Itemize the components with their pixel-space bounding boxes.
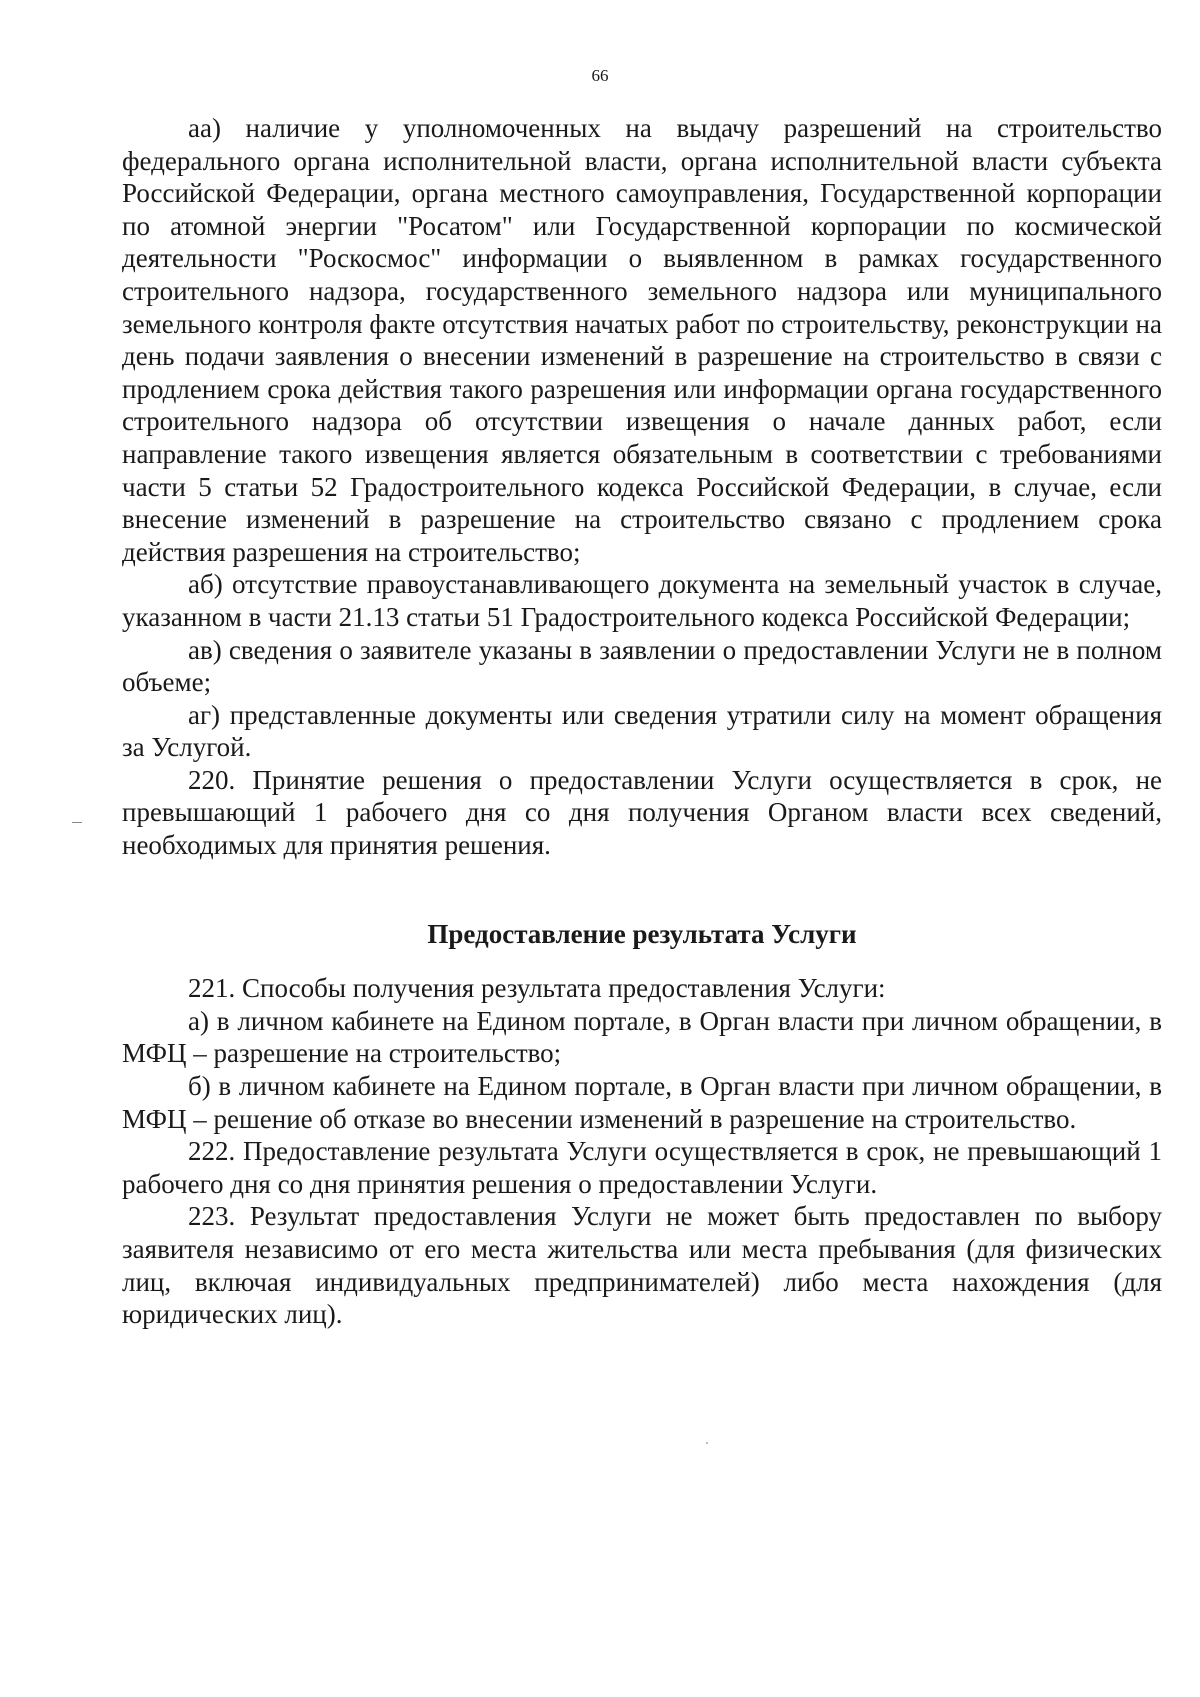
paragraph-aa: аа) наличие у уполномоченных на выдачу разрешений на строительство федерального органа исполнительной власти, органа исполнительной власти субъекта Российской Федерации, органа местного самоуправления, Государственной корпорации по атомной энергии "Росатом" или Государственной корпорации по космической деятельности "Роскосмос" информации о выявленном в рамках государственного строительного надзора, государственного земельного надзора или муниципального земельного контроля факте отсутствия начатых работ по строительству, реконструкции на день подачи заявления о внесении изменений в разрешение на строительство в связи с продлением срока действия такого разрешения или информации органа государственного строительного надзора об отсутствии извещения о начале данных работ, если направление такого извещения является обязательным в соответствии с требованиями части 5 статьи 52 Градостроительного кодекса Российской Федерации, в случае, если внесение изменений в разрешение на строительство связано с продлением срока действия разрешения на строительство;: [122, 113, 1162, 567]
section-heading: Предоставление результата Услуги: [427, 918, 857, 949]
paragraph-221-a: а) в личном кабинете на Едином портале, в Орган власти при личном обращении, в МФЦ – разрешение на строительство;: [122, 1005, 1162, 1069]
paragraph-221: 221. Способы получения результата предоставления Услуги:: [188, 973, 886, 1004]
document-body: [122, 112, 1162, 1331]
paragraph-av: ав) сведения о заявителе указаны в заявлении о предоставлении Услуги не в полном объеме;: [122, 634, 1162, 698]
paragraph-221-b: б) в личном кабинете на Едином портале, в Орган власти при личном обращении, в МФЦ – решение об отказе во внесении изменений в разрешение на строительство.: [122, 1071, 1162, 1134]
paragraph-222: 222. Предоставление результата Услуги осуществляется в срок, не превышающий 1 рабочего дня со дня принятия решения о предоставлении Услуги.: [122, 1136, 1162, 1199]
scan-mark: [72, 822, 82, 823]
paragraph-223: 223. Результат предоставления Услуги не может быть предоставлен по выбору заявителя независимо от его места жительства или места пребывания (для физических лиц, включая индивидуальных предпринимателей) либо места нахождения (для юридических лиц).: [122, 1201, 1162, 1330]
paragraph-ab: аб) отсутствие правоустанавливающего документа на земельный участок в случае, указанном в части 21.13 статьи 51 Градостроительного кодекса Российской Федерации;: [122, 569, 1162, 632]
paragraph-220: 220. Принятие решения о предоставлении Услуги осуществляется в срок, не превышающий 1 рабочего дня со дня получения Органом власти всех сведений, необходимых для принятия решения.: [122, 764, 1162, 861]
paragraph-ag: аг) представленные документы или сведения утратили силу на момент обращения за Услугой.: [122, 699, 1162, 763]
page-number: 66: [591, 66, 609, 85]
scan-speck: [706, 1442, 708, 1444]
